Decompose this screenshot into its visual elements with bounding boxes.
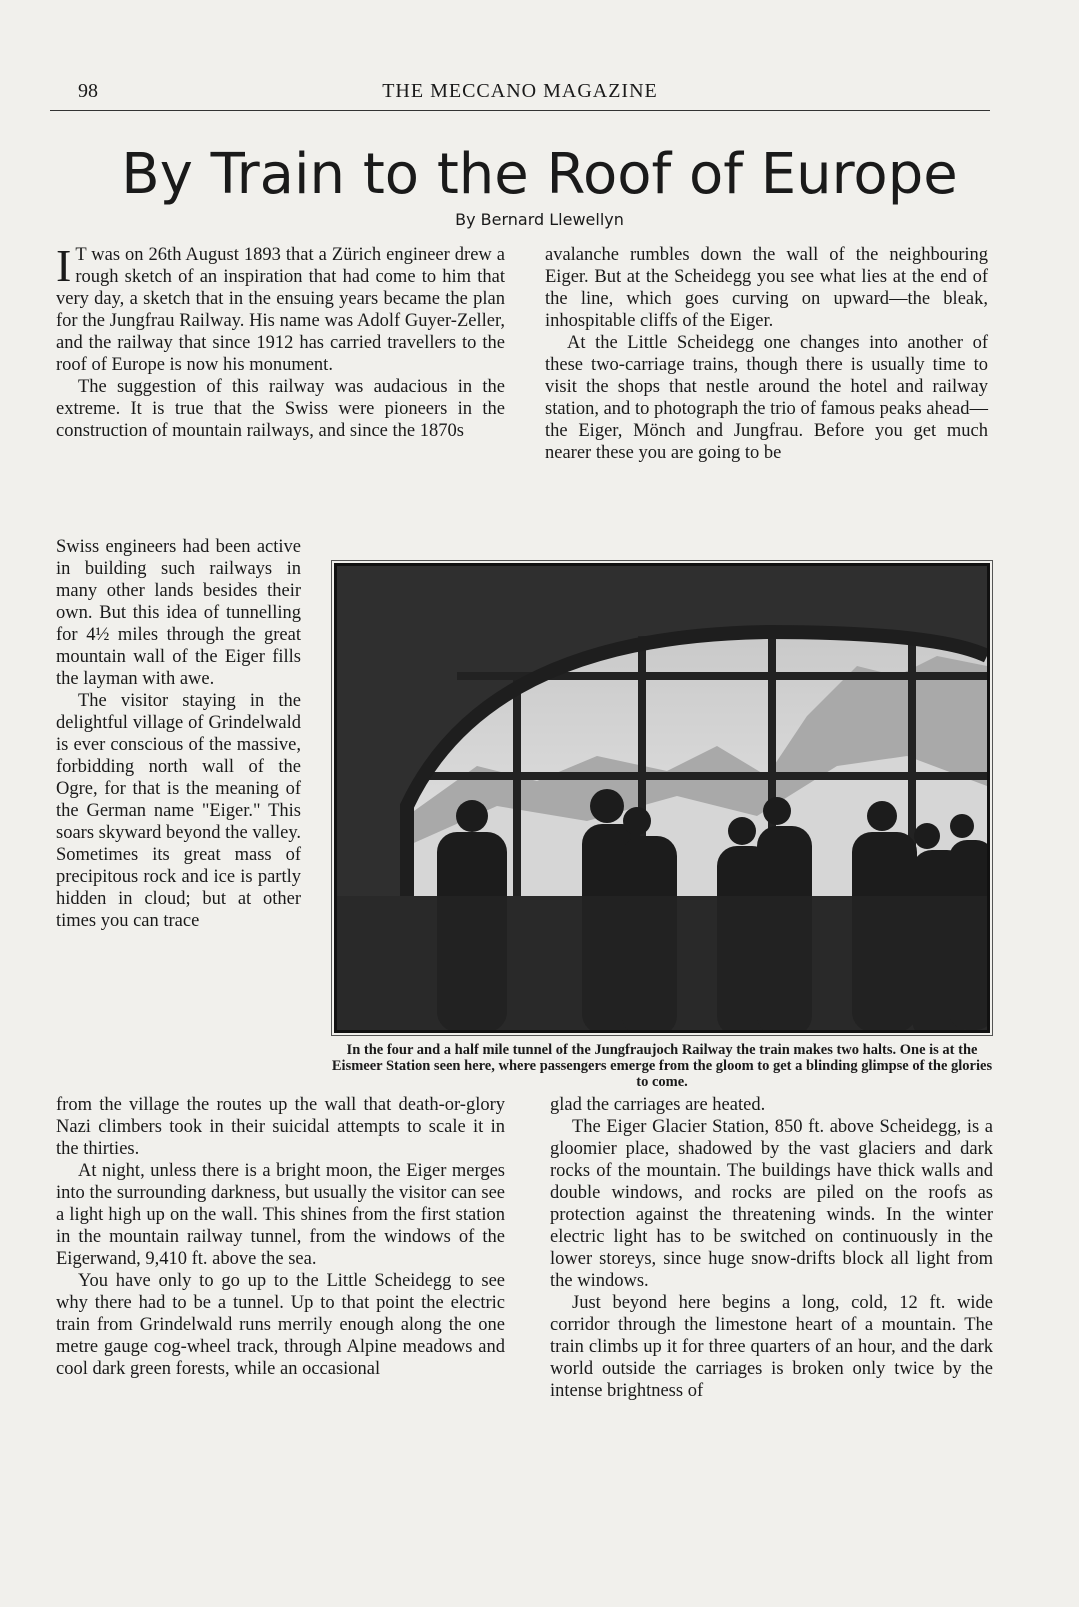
paragraph: The Eiger Glacier Station, 850 ft. above Scheidegg, is a gloomier place, shadowed by the vast glaciers and dark rocks of the mountain. The buildings have thick walls and double windows, and rocks are piled on the roofs as protection against the threatening winds. In the winter electric light has to be switched on continuously in the lower storeys, since huge snow-drifts block all light from the windows. (550, 1117, 993, 1291)
column-2-bottom (550, 1094, 993, 1402)
paragraph: The visitor staying in the delightful village of Grindelwald is ever conscious of the massive, forbidding north wall of the Ogre, for that is the meaning of the German name "Eiger." This soars skyward beyond the valley. Sometimes its great mass of precipitous rock and ice is partly hidden in cloud; but at other times you can trace (56, 691, 301, 931)
magazine-title: THE MECCANO MAGAZINE (382, 80, 658, 102)
drop-cap: I (56, 240, 72, 291)
eismeer-station-photo (334, 563, 990, 1033)
article-title: By Train to the Roof of Europe (121, 142, 958, 207)
byline: By Bernard Llewellyn (455, 210, 624, 229)
paragraph: avalanche rumbles down the wall of the neighbouring Eiger. But at the Scheidegg you see what lies at the end of the line, which goes curving on upward—the bleak, inhospitable cliffs of the Eiger. (545, 245, 988, 331)
paragraph: I T was on 26th August 1893 that a Zürich engineer drew a rough sketch of an inspiration that had come to him that very day, a sketch that in the ensuing years became the plan for the Jungfrau Railway. His name was Adolf Guyer-Zeller, and the railway that since 1912 has carried travellers to the roof of Europe is now his monument. (56, 240, 505, 375)
paragraph: The suggestion of this railway was audacious in the extreme. It is true that the Swiss were pioneers in the construction of mountain railways, and since the 1870s (56, 377, 505, 441)
column-1-bottom (56, 1094, 505, 1380)
paragraph: Just beyond here begins a long, cold, 12 ft. wide corridor through the limestone heart of a mountain. The train climbs up it for three quarters of an hour, and the dark world outside the carriages is broken only twice by the intense brightness of (550, 1293, 993, 1401)
page-header (50, 76, 990, 111)
paragraph: glad the carriages are heated. (550, 1095, 766, 1115)
paragraph: from the village the routes up the wall that death-or-glory Nazi climbers took in their suicidal attempts to scale it in the thirties. (56, 1095, 505, 1159)
column-1-narrow (56, 536, 301, 932)
column-2-top (545, 244, 988, 464)
paragraph: Swiss engineers had been active in building such railways in many other lands besides their own. But this idea of tunnelling for 4½ miles through the great mountain wall of the Eiger fills the layman with awe. (56, 537, 301, 689)
paragraph: At the Little Scheidegg one changes into another of these two-carriage trains, though there is usually time to visit the shops that nestle around the hotel and railway station, and to photograph the trio of famous peaks ahead—the Eiger, Mönch and Jungfrau. Before you get much nearer these you are going to be (545, 333, 988, 463)
paragraph: You have only to go up to the Little Scheidegg to see why there had to be a tunnel. Up to that point the electric train from Grindelwald runs merrily enough along the one metre gauge cog-wheel track, through Alpine meadows and cool dark green forests, while an occasional (56, 1271, 505, 1379)
column-1-top (56, 240, 505, 442)
photo-illustration (337, 566, 987, 1030)
page-number: 98 (78, 80, 98, 102)
paragraph: At night, unless there is a bright moon, the Eiger merges into the surrounding darkness, but usually the visitor can see a light high up on the wall. This shines from the first station in the mountain railway tunnel, from the windows of the Eigerwand, 9,410 ft. above the sea. (56, 1161, 505, 1269)
photo-caption: In the four and a half mile tunnel of the Jungfraujoch Railway the train makes two halts. One is at the Eismeer Station seen here, where passengers emerge from the gloom to get a blinding glimpse of the glories to come. (331, 1042, 993, 1090)
